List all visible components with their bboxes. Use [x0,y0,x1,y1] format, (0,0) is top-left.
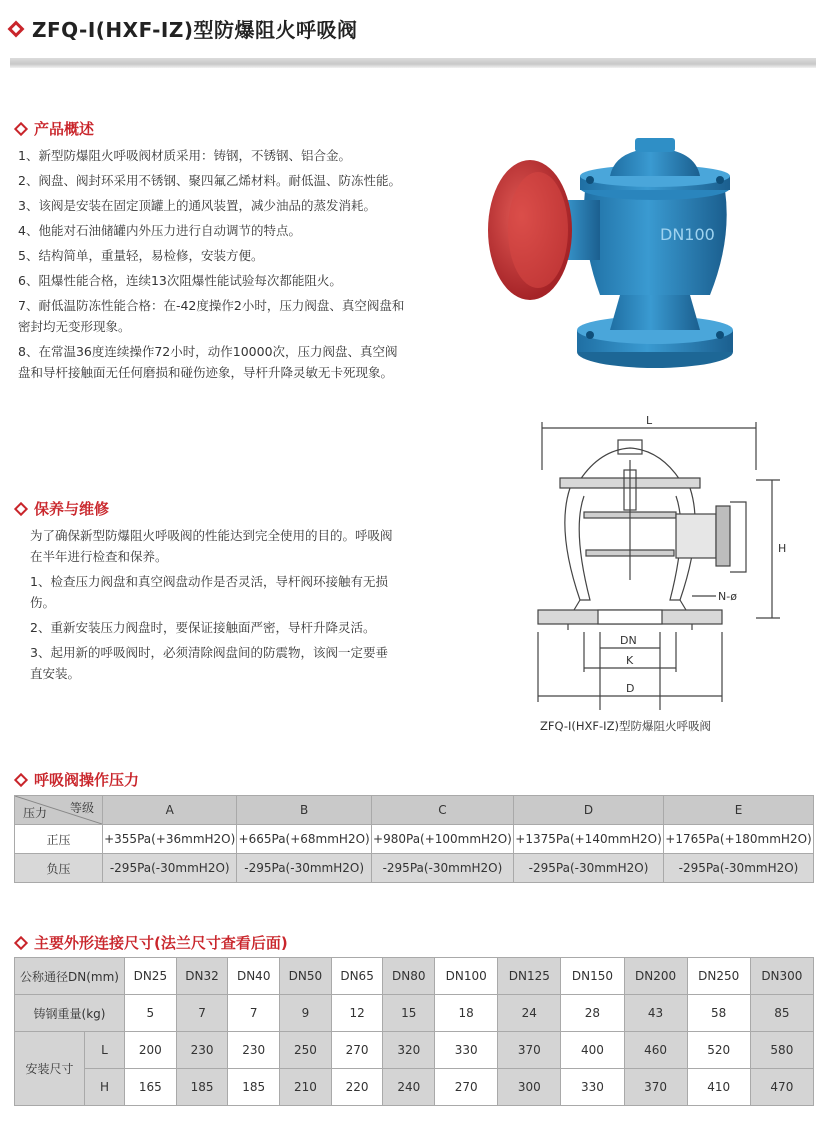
weight-row [15,995,814,1032]
diamond-bullet-icon [14,772,28,786]
h-value-cell: 240 [383,1069,435,1106]
maintenance-list [30,525,400,688]
grade-header: E [664,796,814,825]
h-value-cell: 210 [280,1069,332,1106]
h-value-cell: 300 [498,1069,561,1106]
grade-header: C [371,796,513,825]
dn-size-cell: DN200 [624,958,687,995]
pressure-value: -295Pa(-30mmH2O) [103,854,237,883]
photo-nameplate: DN100 [660,225,715,244]
row-label: 铸钢重量(kg) [15,995,125,1032]
diamond-bullet-icon [14,121,28,135]
header-divider [10,58,816,68]
dn-size-cell: DN32 [176,958,228,995]
diamond-bullet-icon [14,501,28,515]
weight-cell: 58 [687,995,750,1032]
list-item: 1、检查压力阀盘和真空阀盘动作是否灵活，导杆阀环接触有无损伤。 [30,574,388,610]
technical-diagram [520,410,816,740]
pressure-value: +1765Pa(+180mmH2O) [664,825,814,854]
title-bar [10,14,358,43]
l-value-cell: 460 [624,1032,687,1069]
grade-header: D [514,796,664,825]
install-label: 安装尺寸 [15,1032,85,1106]
diagram-caption: ZFQ-I(HXF-IZ)型防爆阻火呼吸阀 [540,719,711,733]
l-value-cell: 520 [687,1032,750,1069]
grade-header: A [103,796,237,825]
weight-cell: 85 [750,995,813,1032]
dn-size-cell: DN150 [561,958,624,995]
maintenance-heading [16,498,109,519]
page-header [10,14,816,58]
weight-cell: 12 [331,995,383,1032]
weight-cell: 43 [624,995,687,1032]
weight-cell: 15 [383,995,435,1032]
pressure-value: +665Pa(+68mmH2O) [237,825,371,854]
dimensions-heading-text: 主要外形连接尺寸(法兰尺寸查看后面) [34,934,288,952]
l-value-cell: 250 [280,1032,332,1069]
pressure-value: +1375Pa(+140mmH2O) [514,825,664,854]
overview-list [18,145,410,387]
sub-label: L [85,1032,125,1069]
dn-size-cell: DN250 [687,958,750,995]
l-value-cell: 200 [125,1032,177,1069]
h-value-cell: 220 [331,1069,383,1106]
sub-label: H [85,1069,125,1106]
diamond-bullet-icon [14,935,28,949]
l-value-cell: 580 [750,1032,813,1069]
pressure-value: -295Pa(-30mmH2O) [237,854,371,883]
pressure-table [14,795,814,883]
h-value-cell: 185 [228,1069,280,1106]
h-value-cell: 370 [624,1069,687,1106]
dn-size-cell: DN100 [435,958,498,995]
pressure-value: -295Pa(-30mmH2O) [371,854,513,883]
row-label: 负压 [15,854,103,883]
corner-grade-label: 等级 [69,801,94,815]
list-item: 4、他能对石油储罐内外压力进行自动调节的特点。 [18,223,301,238]
h-value-cell: 270 [435,1069,498,1106]
pressure-value: -295Pa(-30mmH2O) [514,854,664,883]
pressure-value: -295Pa(-30mmH2O) [664,854,814,883]
list-item: 1、新型防爆阻火呼吸阀材质采用：铸钢，不锈钢、铝合金。 [18,148,351,163]
dimensions-heading [16,932,288,953]
dn-row [15,958,814,995]
list-item: 2、阀盘、阀封环采用不锈钢、聚四氟乙烯材料。耐低温、防冻性能。 [18,173,401,188]
overview-heading [16,118,94,139]
l-row [15,1032,814,1069]
product-photo [470,130,810,390]
h-row [15,1069,814,1106]
h-value-cell: 165 [125,1069,177,1106]
weight-cell: 28 [561,995,624,1032]
h-value-cell: 330 [561,1069,624,1106]
overview-heading-text: 产品概述 [34,120,95,138]
l-value-cell: 400 [561,1032,624,1069]
list-item: 8、在常温36度连续操作72小时，动作10000次，压力阀盘、真空阀盘和导杆接触面无任何磨损和碰伤迹象，导杆升降灵敏无卡死现象。 [18,344,398,380]
h-value-cell: 185 [176,1069,228,1106]
list-item: 3、该阀是安装在固定顶罐上的通风装置，减少油品的蒸发消耗。 [18,198,376,213]
weight-cell: 18 [435,995,498,1032]
row-label: 公称通径DN(mm) [15,958,125,995]
pressure-corner-cell [15,796,103,825]
diagram-label-n: N-ø [718,590,737,603]
l-value-cell: 230 [228,1032,280,1069]
corner-pressure-label: 压力 [23,806,48,820]
dn-size-cell: DN65 [331,958,383,995]
pressure-value: +355Pa(+36mmH2O) [103,825,237,854]
list-item: 5、结构简单，重量轻，易检修，安装方便。 [18,248,264,263]
l-value-cell: 230 [176,1032,228,1069]
diagram-label-l: L [646,414,653,427]
positive-pressure-row [15,825,814,854]
diagram-label-dn: DN [620,634,637,647]
list-item: 为了确保新型防爆阻火呼吸阀的性能达到完全使用的目的。呼吸阀在半年进行检查和保养。 [30,528,393,564]
h-value-cell: 470 [750,1069,813,1106]
l-value-cell: 370 [498,1032,561,1069]
negative-pressure-row [15,854,814,883]
diagram-label-k: K [626,654,634,667]
list-item: 6、阻爆性能合格，连续13次阻爆性能试验每次都能阻火。 [18,273,342,288]
h-value-cell: 410 [687,1069,750,1106]
weight-cell: 9 [280,995,332,1032]
dn-size-cell: DN25 [125,958,177,995]
grade-header: B [237,796,371,825]
diamond-bullet-icon [8,20,25,37]
dn-size-cell: DN80 [383,958,435,995]
weight-cell: 5 [125,995,177,1032]
diagram-label-d: D [626,682,635,695]
l-value-cell: 330 [435,1032,498,1069]
list-item: 3、起用新的呼吸阀时，必须清除阀盘间的防震物，该阀一定要垂直安装。 [30,645,388,681]
weight-cell: 7 [228,995,280,1032]
list-item: 2、重新安装压力阀盘时，要保证接触面严密，导杆升降灵活。 [30,620,376,635]
pressure-value: +980Pa(+100mmH2O) [371,825,513,854]
page-title: ZFQ-I(HXF-IZ)型防爆阻火呼吸阀 [32,18,358,42]
list-item: 7、耐低温防冻性能合格：在-42度操作2小时，压力阀盘、真空阀盘和密封均无变形现象。 [18,298,405,334]
pressure-heading-text: 呼吸阀操作压力 [34,771,140,789]
maintenance-heading-text: 保养与维修 [34,500,110,518]
dn-size-cell: DN125 [498,958,561,995]
l-value-cell: 270 [331,1032,383,1069]
pressure-heading [16,769,139,790]
diagram-label-h: H [778,542,787,555]
weight-cell: 24 [498,995,561,1032]
dimensions-table [14,957,814,1106]
dn-size-cell: DN40 [228,958,280,995]
dn-size-cell: DN300 [750,958,813,995]
row-label: 正压 [15,825,103,854]
l-value-cell: 320 [383,1032,435,1069]
dn-size-cell: DN50 [280,958,332,995]
weight-cell: 7 [176,995,228,1032]
pressure-header-row [15,796,814,825]
